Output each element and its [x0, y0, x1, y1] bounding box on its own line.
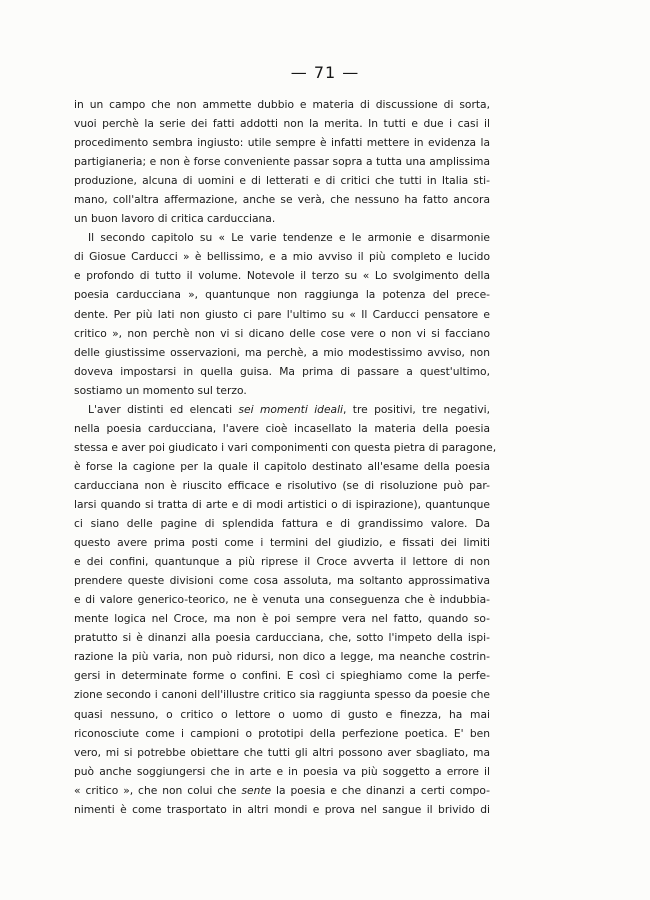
text-run: , tre positivi, tre negativi, [343, 402, 491, 416]
text-line: prendere queste divisioni come cosa assoluta, ma soltanto approssimativa [74, 574, 490, 588]
text-line: sostiamo un momento sul terzo. [74, 383, 247, 397]
emphasis-text: sei momenti ideali [238, 402, 344, 416]
text-line: carducciana non è riuscito efficace e risolutivo (se di risoluzione può par- [74, 478, 490, 492]
text-line: Il secondo capitolo su « Le varie tendenze e le armonie e disarmonie [88, 231, 490, 245]
text-line: può anche soggiungersi che in arte e in poesia va più soggetto a errore il [74, 764, 490, 778]
text-line: e di valore generico-teorico, ne è venuta una conseguenza che è indubbia- [74, 593, 490, 607]
text-line: critico », non perchè non vi si dicano delle cose vere o non vi si facciano [74, 326, 490, 340]
text-run: L'aver distinti ed elencati [88, 402, 239, 416]
text-line: un buon lavoro di critica carducciana. [74, 212, 276, 226]
emphasis-text: sente [241, 783, 272, 797]
text-line: nella poesia carducciana, l'avere cioè incasellato la materia della poesia [74, 421, 490, 435]
text-line: vero, mi si potrebbe obiettare che tutti gli altri possono aver sbagliato, ma [74, 745, 490, 759]
text-line: larsi quando si tratta di arte e di modi artistici o di ispirazione), quantunque [74, 497, 490, 511]
text-line: nimenti è come trasportato in altri mondi e prova nel sangue il brivido di [74, 802, 490, 816]
text-line: quasi nessuno, o critico o lettore o uomo di gusto e finezza, ha mai [74, 707, 490, 721]
text-line: produzione, alcuna di uomini e di letterati e di critici che tutti in Italia sti- [74, 174, 490, 188]
body-text [74, 95, 497, 819]
text-line: questo avere prima posti come i termini del giudizio, e fissati dei limiti [74, 536, 490, 550]
paragraph-2 [74, 228, 490, 399]
text-line: partigianeria; e non è forse conveniente passar sopra a tutta una amplissima [74, 155, 490, 169]
text-line: è forse la cagione per la quale il capitolo destinato all'esame della poesia [74, 459, 490, 473]
text-line: e profondo di tutto il volume. Notevole il terzo su « Lo svolgimento della [74, 269, 490, 283]
text-line: doveva impostarsi in quella guisa. Ma prima di passare a quest'ultimo, [74, 364, 490, 378]
text-line: e dei confini, quantunque a più riprese il Croce avverta il lettore di non [74, 555, 490, 569]
text-line: razione la più varia, non può ridursi, non dico a legge, ma neanche costrin- [74, 650, 490, 664]
text-line: zione secondo i canoni dell'illustre critico sia raggiunta spesso da poesie che [74, 688, 490, 702]
text-run: la poesia e che dinanzi a certi compo- [271, 783, 491, 797]
text-line-with-emphasis [74, 781, 490, 800]
text-line: gersi in determinate forme o confini. E così ci spieghiamo come la perfe- [74, 669, 490, 683]
text-line-with-emphasis [74, 400, 490, 419]
text-line: mano, coll'altra affermazione, anche se verà, che nessuno ha fatto ancora [74, 193, 490, 207]
text-line: vuoi perchè la serie dei fatti addotti non la merita. In tutti e due i casi il [74, 117, 490, 131]
text-run: riconosciute come i campioni o prototipi della perfezione poetica. E' ben [74, 726, 490, 740]
text-line: ci siano delle pagine di splendida fattura e di grandissimo valore. Da [74, 517, 490, 531]
text-line: pratutto si è dinanzi alla poesia carducciana, che, sotto l'impeto della ispi- [74, 631, 490, 645]
text-line: procedimento sembra ingiusto: utile sempre è infatti mettere in evidenza la [74, 136, 490, 150]
text-line: dente. Per più lati non giusto ci pare l'ultimo su « Il Carducci pensatore e [74, 307, 490, 321]
text-line: stessa e aver poi giudicato i vari componimenti con questa pietra di paragone, [74, 440, 497, 454]
text-line: poesia carducciana », quantunque non raggiunga la potenza del prece- [74, 288, 490, 302]
text-line-with-emphasis [74, 724, 490, 743]
text-line: delle giustissime osservazioni, ma perchè, a mio modestissimo avviso, non [74, 345, 490, 359]
text-line: mente logica nel Croce, ma non è poi sempre vera nel fatto, quando so- [74, 612, 490, 626]
paragraph-3 [74, 400, 497, 819]
text-line: in un campo che non ammette dubbio e materia di discussione di sorta, [74, 98, 490, 111]
page-number: — 71 — [290, 63, 360, 82]
text-run: « critico », che non colui che [74, 783, 242, 797]
paragraph-1 [74, 95, 490, 228]
text-line: di Giosue Carducci » è bellissimo, e a mio avviso il più completo e lucido [74, 250, 490, 264]
